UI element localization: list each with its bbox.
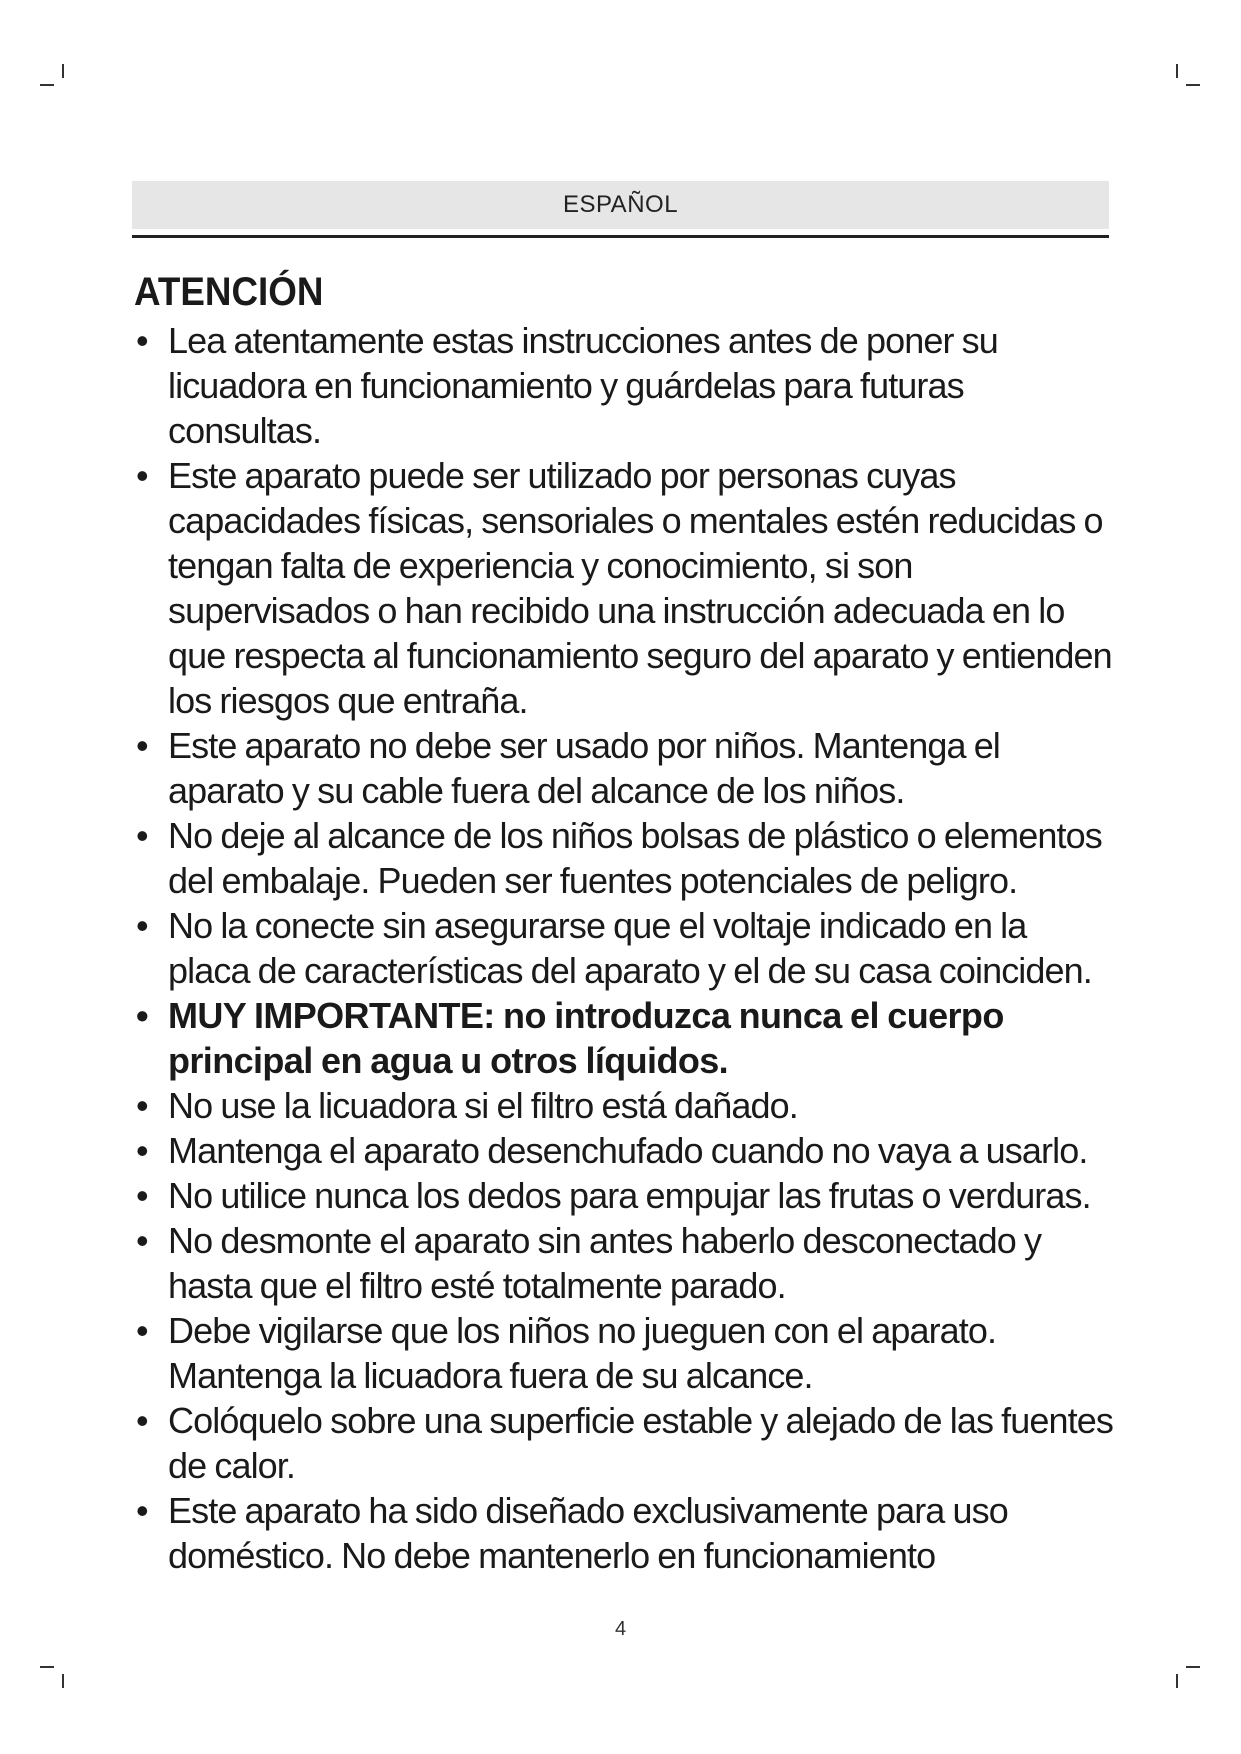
language-label: ESPAÑOL [562, 191, 679, 218]
warning-item: • Este aparato no debe ser usado por niños. Mantenga el aparato y su cable fuera del alcance de los niños. [134, 723, 1114, 813]
header-divider [132, 235, 1109, 238]
warning-item: • Este aparato puede ser utilizado por personas cuyas capacidades físicas, sensoriales o mentales estén reducidas o tengan falta de experiencia y conocimiento, si son supervisados o han recibido una instrucción adecuada en lo que respecta al funcionamiento seguro del aparato y entienden los riesgos que entraña. [134, 453, 1114, 723]
crop-mark-top-left-h [40, 84, 54, 86]
warning-item: • Mantenga el aparato desenchufado cuando no vaya a usarlo. [134, 1128, 1114, 1173]
warning-item: • Colóquelo sobre una superficie estable y alejado de las fuentes de calor. [134, 1398, 1114, 1488]
page-number: 4 [614, 1618, 627, 1640]
crop-mark-top-right-h [1186, 84, 1200, 86]
warning-item-important: • MUY IMPORTANTE: no introduzca nunca el cuerpo principal en agua u otros líquidos. [134, 993, 1114, 1083]
warning-item: • Debe vigilarse que los niños no jueguen con el aparato. Mantenga la licuadora fuera de su alcance. [134, 1308, 1114, 1398]
crop-mark-bottom-left-v [62, 1674, 64, 1688]
warning-item: • No desmonte el aparato sin antes haberlo desconectado y hasta que el filtro esté totalmente parado. [134, 1218, 1114, 1308]
warning-item: • Este aparato ha sido diseñado exclusivamente para uso doméstico. No debe mantenerlo en funcionamiento [134, 1488, 1114, 1578]
section-heading: ATENCIÓN [134, 270, 324, 314]
crop-mark-bottom-left-h [40, 1666, 54, 1668]
crop-mark-bottom-right-v [1176, 1674, 1178, 1688]
crop-mark-top-right-v [1176, 64, 1178, 78]
language-header [132, 181, 1109, 229]
warning-item: • No deje al alcance de los niños bolsas de plástico o elementos del embalaje. Pueden ser fuentes potenciales de peligro. [134, 813, 1114, 903]
crop-mark-top-left-v [62, 64, 64, 78]
warning-section [134, 268, 1114, 1578]
crop-mark-bottom-right-h [1186, 1666, 1200, 1668]
warning-item: • No la conecte sin asegurarse que el voltaje indicado en la placa de características del aparato y el de su casa coinciden. [134, 903, 1114, 993]
warning-item: • No use la licuadora si el filtro está dañado. [134, 1083, 1114, 1128]
warning-item: • No utilice nunca los dedos para empujar las frutas o verduras. [134, 1173, 1114, 1218]
warning-item: • Lea atentamente estas instrucciones antes de poner su licuadora en funcionamiento y guárdelas para futuras consultas. [134, 318, 1114, 453]
warning-list [134, 318, 1114, 1578]
